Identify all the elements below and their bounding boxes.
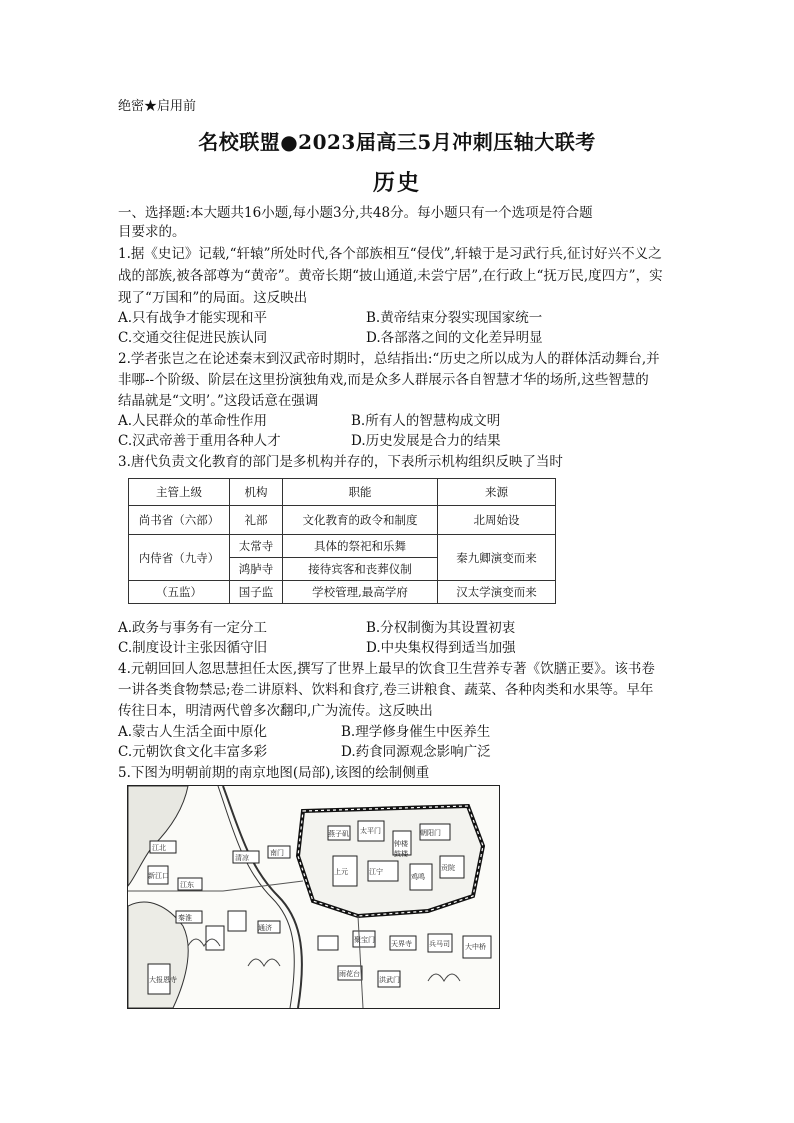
confidential-label: 绝密★启用前	[118, 99, 197, 114]
table-row	[129, 506, 556, 535]
q2-option-b: B.所有人的智慧构成文明	[351, 413, 501, 429]
q1-option-d: D.各部落之间的文化差异明显	[366, 330, 543, 346]
q4-option-a: A.蒙古人生活全面中原化	[118, 724, 268, 740]
map-label: 秦淮	[178, 914, 192, 922]
table-header-cell: 职能	[283, 479, 438, 506]
map-label: 大中桥	[465, 943, 486, 951]
building-block	[206, 926, 224, 950]
q2-text-line: 非哪--个阶级、阶层在这里扮演独角戏,而是众多人群展示各自智慧才华的场所,这些智慧的	[118, 372, 649, 388]
river-line	[223, 786, 302, 1008]
table-cell: 北周始设	[438, 506, 556, 535]
table-header-cell: 来源	[438, 479, 556, 506]
map-label: 鼓楼	[394, 850, 408, 858]
q1-text-line: 现了“万国和”的局面。这反映出	[118, 290, 308, 306]
q3-option-d: D.中央集权得到适当加强	[366, 640, 516, 656]
map-label: 江北	[152, 844, 166, 852]
road-line	[358, 916, 363, 1008]
map-label: 兵马司	[429, 940, 450, 948]
table-row	[129, 581, 556, 604]
table-header-cell: 机构	[230, 479, 283, 506]
q2-text-line: 结晶就是“文明’。”这段话意在强调	[118, 393, 319, 409]
table-row	[129, 535, 556, 558]
map-label: 江东	[180, 881, 194, 889]
table-cell: 学校管理,最高学府	[283, 581, 438, 604]
hill-mark	[428, 974, 460, 981]
q4-text-line: 一讲各类食物禁忌;卷二讲原料、饮料和食疗,卷三讲粮食、蔬菜、各种肉类和水果等。早年	[118, 682, 654, 698]
map-label: 鸡鸣	[411, 873, 425, 881]
table-cell: 太常寺	[230, 535, 283, 558]
table-header-row	[129, 479, 556, 506]
map-label: 江宁	[369, 868, 383, 876]
table-cell: （五监）	[129, 581, 230, 604]
q4-text-line: 4.元朝回回人忽思慧担任太医,撰写了世界上最早的饮食卫生营养专著《饮膳正要》。该书卷	[118, 661, 655, 677]
nanjing-map-figure	[127, 785, 500, 1009]
q4-option-d: D.药食同源观念影响广泛	[341, 744, 491, 760]
map-label: 上元	[334, 868, 348, 876]
river-line	[218, 786, 294, 1008]
q5-text-line: 5.下图为明朝前期的南京地图(局部),该图的绘制侧重	[118, 765, 430, 781]
q2-option-c: C.汉武帝善于重用各种人才	[118, 433, 281, 449]
q1-text-line: 1.据《史记》记载,“轩辕”所处时代,各个部族相互“侵伐”,轩辕于是习武行兵,征讨好兴不义之	[118, 246, 662, 262]
table-cell: 接待宾客和丧葬仪制	[283, 558, 438, 581]
q3-table	[128, 478, 556, 604]
q2-text-line: 2.学者张岂之在论述秦末到汉武帝时期时，总结指出:“历史之所以成为人的群体活动舞台,并	[118, 351, 660, 367]
exam-title: 名校联盟●2023届高三5月冲刺压轴大联考	[198, 130, 596, 154]
q4-text-line: 传往日本，明清两代曾多次翻印,广为流传。这反映出	[118, 703, 433, 719]
q1-option-b: B.黄帝结束分裂实现国家统一	[366, 310, 543, 326]
table-cell: 鸿胪寺	[230, 558, 283, 581]
q4-option-b: B.理学修身催生中医养生	[341, 724, 491, 740]
building-block	[318, 936, 338, 950]
q1-text-line: 战的部族,被各部尊为“黄帝”。黄帝长期“披山通道,未尝宁居”,在行政上“抚万民,度四方”，实	[118, 268, 663, 284]
map-label: 贡院	[441, 864, 455, 872]
map-label: 清凉	[235, 854, 249, 862]
table-cell: 秦九卿演变而来	[438, 535, 556, 581]
section-intro-line-1: 一、选择题:本大题共16小题,每小题3分,共48分。每小题只有一个选项是符合题	[118, 205, 593, 221]
table-cell: 汉太学演变而来	[438, 581, 556, 604]
q3-option-a: A.政务与事务有一定分工	[118, 620, 268, 636]
map-label: 燕子矶	[328, 830, 349, 838]
map-label: 钟楼	[394, 840, 408, 848]
table-cell: 礼部	[230, 506, 283, 535]
table-header-cell: 主管上级	[129, 479, 230, 506]
q3-option-c: C.制度设计主张因循守旧	[118, 640, 268, 656]
q2-option-a: A.人民群众的革命性作用	[118, 413, 268, 429]
table-cell: 具体的祭祀和乐舞	[283, 535, 438, 558]
map-label: 聚宝门	[354, 936, 375, 944]
q1-option-c: C.交通交往促进民族认同	[118, 330, 268, 346]
q3-text-line: 3.唐代负责文化教育的部门是多机构并存的，下表所示机构组织反映了当时	[118, 454, 563, 470]
q4-option-c: C.元朝饮食文化丰富多彩	[118, 744, 268, 760]
map-label: 新江口	[148, 872, 169, 880]
hill-mark	[248, 959, 280, 966]
map-illustration	[128, 786, 499, 1008]
section-intro-line-2: 目要求的。	[118, 224, 186, 240]
map-label: 洪武门	[379, 976, 400, 984]
q2-option-d: D.历史发展是合力的结果	[351, 433, 501, 449]
map-label: 朝阳门	[420, 829, 441, 837]
map-label: 大报恩寺	[149, 976, 177, 984]
building-block	[228, 911, 246, 931]
table-cell: 国子监	[230, 581, 283, 604]
table-cell: 文化教育的政令和制度	[283, 506, 438, 535]
map-label: 太平门	[360, 827, 381, 835]
map-label: 天界寺	[391, 940, 412, 948]
map-label: 通济	[258, 924, 272, 932]
table-cell: 内侍省（九寺）	[129, 535, 230, 581]
q3-option-b: B.分权制衡为其设置初衷	[366, 620, 516, 636]
subject-title: 历史	[372, 170, 421, 196]
q1-option-a: A.只有战争才能实现和平	[118, 310, 268, 326]
table-cell: 尚书省（六部）	[129, 506, 230, 535]
map-label: 雨花台	[339, 970, 360, 978]
map-label: 南门	[270, 849, 284, 857]
